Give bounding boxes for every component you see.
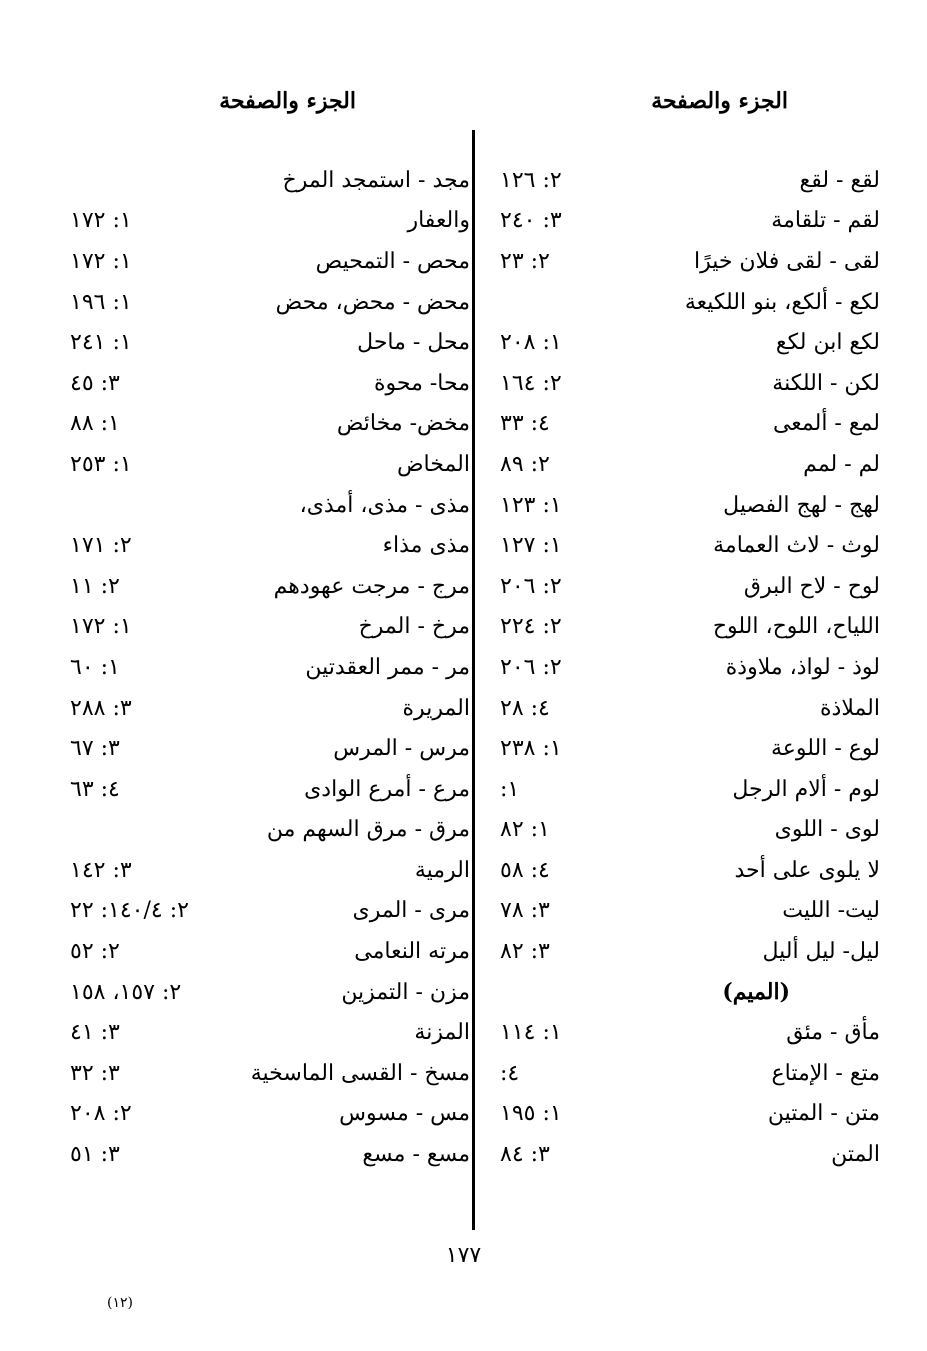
entry-word: مسخ - القسى الماسخية xyxy=(250,1060,470,1086)
entry-word: الملاذة xyxy=(820,695,880,721)
index-entry xyxy=(70,891,470,932)
entry-word: محص - التمحيص xyxy=(315,248,470,274)
index-entry xyxy=(70,931,470,972)
index-entry xyxy=(500,444,880,485)
entry-reference: ٣: ٤١ xyxy=(70,1020,120,1046)
index-entry xyxy=(70,1053,470,1094)
index-entry xyxy=(70,282,470,323)
index-entry xyxy=(500,931,880,972)
entry-reference: ٣: ٥١ xyxy=(70,1142,120,1168)
index-entry xyxy=(70,160,470,201)
entry-reference: ١: ٢٥٣ xyxy=(70,451,132,477)
entry-reference: ٤: ٣٣ xyxy=(500,411,550,437)
entry-word: لقى - لقى فلان خيرًا xyxy=(693,248,880,274)
entry-reference: ٢: ٢٠٦ xyxy=(500,573,562,599)
entry-reference: ١: ٢٤١ xyxy=(70,330,132,356)
entry-reference: ٣: ٨٢ xyxy=(500,939,550,965)
entry-reference: ١: xyxy=(500,776,520,802)
entry-word: لوع - اللوعة xyxy=(770,736,880,762)
index-entry xyxy=(70,485,470,526)
index-entry xyxy=(70,728,470,769)
entry-reference: ٣: ٧٨ xyxy=(500,898,550,924)
entry-reference: ٣: ٦٧ xyxy=(70,736,120,762)
entry-reference: ٣: ٢٨٨ xyxy=(70,695,132,721)
right-column-header: الجزء والصفحة xyxy=(651,88,788,114)
index-entry xyxy=(70,769,470,810)
entry-word: المخاض xyxy=(396,451,470,477)
entry-word: مرس - المرس xyxy=(333,736,470,762)
index-entry xyxy=(500,525,880,566)
index-entry xyxy=(70,607,470,648)
page-number: ١٧٧ xyxy=(445,1243,482,1268)
entry-reference: ٢: ١٦٤ xyxy=(500,370,562,396)
entry-reference: ١: ٢٠٨ xyxy=(500,330,562,356)
index-entry xyxy=(500,363,880,404)
entry-reference: ١: ٦٠ xyxy=(70,654,120,680)
entry-reference: ٣: ٨٤ xyxy=(500,1142,550,1168)
entry-word: مس - مسوس xyxy=(339,1101,470,1127)
entry-word: لكن - اللكنة xyxy=(772,370,880,396)
entry-word: لقع - لقع xyxy=(799,167,880,193)
entry-word: لكع ابن لكع xyxy=(775,330,880,356)
index-entry xyxy=(500,1134,880,1175)
left-column xyxy=(70,160,470,1175)
entry-reference: ٤: ٥٨ xyxy=(500,857,550,883)
index-entry xyxy=(70,972,470,1013)
left-column-header: الجزء والصفحة xyxy=(219,88,356,114)
index-entry xyxy=(70,201,470,242)
entry-reference: ٢: ٥٢ xyxy=(70,939,120,965)
index-entry xyxy=(70,241,470,282)
entry-word: لقم - تلقامة xyxy=(771,208,880,234)
entry-word: مرته النعامى xyxy=(354,939,470,965)
entry-reference: ١: ١١٤ xyxy=(500,1020,562,1046)
entry-word: لم - لمم xyxy=(803,451,880,477)
entry-word: اللياح، اللوح، اللوح xyxy=(712,614,880,640)
index-entry xyxy=(500,810,880,851)
index-entry xyxy=(500,1094,880,1135)
index-entry xyxy=(500,485,880,526)
entry-word: متن - المتين xyxy=(767,1101,880,1127)
entry-word: مر - ممر العقدتين xyxy=(305,654,470,680)
entry-word: لوث - لاث العمامة xyxy=(713,533,880,559)
entry-reference: ٢: ٢٣ xyxy=(500,248,550,274)
entry-word: مخض- مخائض xyxy=(336,411,470,437)
entry-reference: ١: ١٢٣ xyxy=(500,492,562,518)
entry-word: لوح - لاح البرق xyxy=(743,573,880,599)
entry-reference: ٤: xyxy=(500,1060,520,1086)
index-entry xyxy=(500,647,880,688)
index-entry xyxy=(500,1053,880,1094)
entry-word: المريرة xyxy=(402,695,470,721)
entry-reference: ٢: ٢٠٦ xyxy=(500,654,562,680)
entry-word: المتن xyxy=(831,1142,880,1168)
entry-reference: ٢: ١١ xyxy=(70,573,120,599)
entry-reference: ١: ٢٣٨ xyxy=(500,736,562,762)
index-entry xyxy=(500,972,880,1013)
entry-reference: ٢: ٢٠٨ xyxy=(70,1101,132,1127)
entry-reference: ٢: ١٧١ xyxy=(70,533,132,559)
entry-word: ليت- الليت xyxy=(782,898,880,924)
entry-reference: ٣: ٣٢ xyxy=(70,1060,120,1086)
entry-word: مأق - مئق xyxy=(786,1020,880,1046)
index-entry xyxy=(70,444,470,485)
entry-word: مجد - استمجد المرخ xyxy=(282,167,470,193)
index-entry xyxy=(70,525,470,566)
entry-word: مرى - المرى xyxy=(352,898,470,924)
entry-word: محل - ماحل xyxy=(357,330,470,356)
entry-word: مزن - التمزين xyxy=(341,979,470,1005)
column-divider xyxy=(472,130,475,1230)
entry-word: محض - محض، محض xyxy=(275,289,470,315)
index-entry xyxy=(70,810,470,851)
index-entry xyxy=(70,688,470,729)
entry-reference: ١: ١٧٢ xyxy=(70,614,132,640)
entry-word: محا- محوة xyxy=(374,370,470,396)
entry-reference: ٣: ١٤٢ xyxy=(70,857,132,883)
signature-mark: (١٢) xyxy=(107,1295,133,1311)
index-entry xyxy=(500,728,880,769)
entry-reference: ٢: ١٢٦ xyxy=(500,167,562,193)
index-entry xyxy=(500,404,880,445)
index-entry xyxy=(70,363,470,404)
entry-reference: ١: ١٩٥ xyxy=(500,1101,562,1127)
entry-word: متع - الإمتاع xyxy=(771,1060,880,1086)
index-entry xyxy=(500,282,880,323)
entry-reference: ١: ٨٢ xyxy=(500,817,550,843)
index-entry xyxy=(70,566,470,607)
entry-word: مذى مذاء xyxy=(382,533,470,559)
entry-reference: ٢: ١٥٧، ١٥٨ xyxy=(70,979,182,1005)
entry-word: لمع - ألمعى xyxy=(772,411,880,437)
index-entry xyxy=(500,850,880,891)
entry-reference: ٢: ٢٢٤ xyxy=(500,614,562,640)
entry-word: لا يلوى على أحد xyxy=(734,857,880,883)
entry-word: المزنة xyxy=(414,1020,470,1046)
index-entry xyxy=(500,322,880,363)
index-entry xyxy=(70,322,470,363)
entry-reference: ٣: ٤٥ xyxy=(70,370,120,396)
entry-word: ليل- ليل أليل xyxy=(762,939,880,965)
entry-word: مرخ - المرخ xyxy=(358,614,470,640)
entry-reference: ١: ١٩٦ xyxy=(70,289,132,315)
index-entry xyxy=(70,850,470,891)
entry-reference: ١: ١٧٢ xyxy=(70,208,132,234)
entry-reference: ٣: ٢٤٠ xyxy=(500,208,562,234)
index-entry xyxy=(500,241,880,282)
entry-word: لوى - اللوى xyxy=(774,817,880,843)
entry-word: مرج - مرجت عهودهم xyxy=(273,573,470,599)
entry-word: مرع - أمرع الوادى xyxy=(304,776,470,802)
entry-word: مذى - مذى، أمذى، xyxy=(299,492,470,518)
entry-word: لكع - ألكع، بنو اللكيعة xyxy=(684,289,880,315)
entry-word: لوم - ألام الرجل xyxy=(732,776,880,802)
index-entry xyxy=(70,1134,470,1175)
index-entry xyxy=(70,647,470,688)
index-entry xyxy=(500,769,880,810)
entry-word: لهج - لهج الفصيل xyxy=(723,492,880,518)
right-column xyxy=(500,160,880,1175)
entry-reference: ٤: ٦٣ xyxy=(70,776,120,802)
index-entry xyxy=(500,566,880,607)
index-entry xyxy=(500,160,880,201)
index-entry xyxy=(70,1094,470,1135)
index-entry xyxy=(70,404,470,445)
section-heading: (الميم) xyxy=(722,979,790,1006)
index-entry xyxy=(500,1012,880,1053)
entry-word: لوذ - لواذ، ملاوذة xyxy=(725,654,880,680)
entry-reference: ٢: ٨٩ xyxy=(500,451,550,477)
entry-word: مسع - مسع xyxy=(362,1142,470,1168)
entry-reference: ١: ١٢٧ xyxy=(500,533,562,559)
index-entry xyxy=(500,607,880,648)
index-entry xyxy=(500,688,880,729)
entry-word: الرمية xyxy=(414,857,470,883)
entry-word: مرق - مرق السهم من xyxy=(266,817,470,843)
entry-reference: ٢: ١٤٠/٤: ٢٢ xyxy=(70,898,189,924)
index-entry xyxy=(500,201,880,242)
entry-reference: ١: ١٧٢ xyxy=(70,248,132,274)
entry-reference: ١: ٨٨ xyxy=(70,411,120,437)
index-entry xyxy=(500,891,880,932)
entry-reference: ٤: ٢٨ xyxy=(500,695,550,721)
index-entry xyxy=(70,1012,470,1053)
entry-word: والعفار xyxy=(407,208,470,234)
